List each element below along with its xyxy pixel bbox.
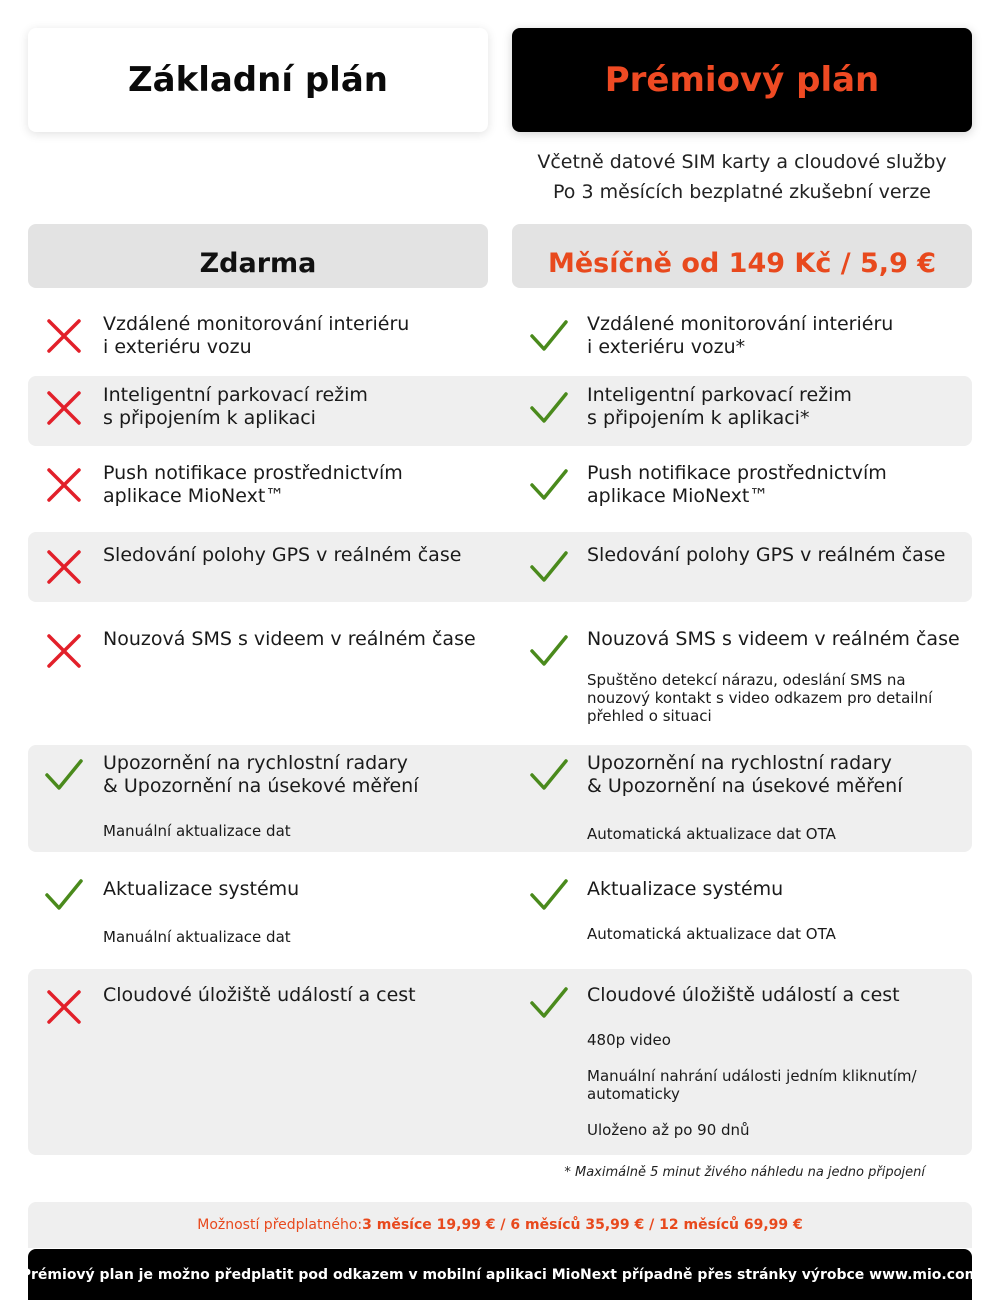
note-line: Manuální nahrání události jedním kliknutím/ xyxy=(587,1067,917,1085)
feature-text xyxy=(103,752,419,798)
cross-icon xyxy=(44,465,84,505)
feature-note: 480p video xyxy=(587,1031,671,1049)
feature-line: Vzdálené monitorování interiéru xyxy=(103,313,410,335)
cross-icon xyxy=(44,388,84,428)
feature-text xyxy=(587,384,852,430)
feature-note: Manuální aktualizace dat xyxy=(103,928,291,946)
check-icon xyxy=(529,388,569,428)
manufacturer-link[interactable]: www.mio.com xyxy=(869,1266,980,1283)
bottom-bar-text xyxy=(21,1267,979,1283)
feature-line: Vzdálené monitorování interiéru xyxy=(587,313,894,335)
feature-line: i exteriéru vozu* xyxy=(587,336,746,358)
note-line: přehled o situaci xyxy=(587,707,712,725)
note-line: Spuštěno detekcí nárazu, odeslání SMS na xyxy=(587,671,906,689)
feature-text: Sledování polohy GPS v reálném čase xyxy=(103,544,462,566)
bottom-bar-message: Prémiový plan je možno předplatit pod odkazem v mobilní aplikaci MioNext případně přes stránky výrobce xyxy=(20,1266,870,1283)
feature-line: & Upozornění na úsekové měření xyxy=(103,775,419,797)
feature-line: Inteligentní parkovací režim xyxy=(103,384,368,406)
premium-plan-header xyxy=(512,28,972,132)
premium-subtitle-2: Po 3 měsících bezplatné zkušební verze xyxy=(553,181,931,203)
check-icon xyxy=(529,547,569,587)
note-line: automaticky xyxy=(587,1085,680,1103)
premium-subtitle-1: Včetně datové SIM karty a cloudové služby xyxy=(537,151,947,173)
feature-note: Automatická aktualizace dat OTA xyxy=(587,925,836,943)
cross-icon xyxy=(44,631,84,671)
feature-line: Push notifikace prostřednictvím xyxy=(103,462,403,484)
feature-line: s připojením k aplikaci xyxy=(103,407,316,429)
footnote: * Maximálně 5 minut živého náhledu na jedno připojení xyxy=(564,1165,925,1180)
feature-note: Uloženo až po 90 dnů xyxy=(587,1121,750,1139)
feature-text: Nouzová SMS s videem v reálném čase xyxy=(587,628,960,650)
feature-text: Aktualizace systému xyxy=(103,878,300,900)
feature-text: Sledování polohy GPS v reálném čase xyxy=(587,544,946,566)
check-icon xyxy=(529,465,569,505)
feature-line: s připojením k aplikaci* xyxy=(587,407,810,429)
feature-text xyxy=(103,313,409,359)
cross-icon xyxy=(44,547,84,587)
feature-note: Automatická aktualizace dat OTA xyxy=(587,825,836,843)
check-icon xyxy=(529,631,569,671)
feature-text: Nouzová SMS s videem v reálném čase xyxy=(103,628,476,650)
premium-price: Měsíčně od 149 Kč / 5,9 € xyxy=(547,247,937,279)
feature-text xyxy=(587,313,893,359)
feature-line: Upozornění na rychlostní radary xyxy=(587,752,892,774)
basic-price-box xyxy=(28,224,488,288)
feature-note xyxy=(587,671,932,725)
feature-line: i exteriéru vozu xyxy=(103,336,252,358)
feature-text: Aktualizace systému xyxy=(587,878,784,900)
subscription-label: Možností předplatného: xyxy=(197,1217,363,1233)
row-background xyxy=(28,532,972,602)
feature-text xyxy=(587,462,887,508)
feature-line: aplikace MioNext™ xyxy=(587,485,769,507)
subscription-bar xyxy=(28,1202,972,1248)
check-icon xyxy=(529,316,569,356)
subscription-options: 3 měsíce 19,99 € / 6 měsíců 35,99 € / 12 měsíců 69,99 € xyxy=(362,1217,803,1233)
bottom-bar xyxy=(20,1249,980,1300)
cross-icon xyxy=(44,316,84,356)
feature-note xyxy=(587,1067,917,1103)
feature-text: Cloudové úložiště událostí a cest xyxy=(587,984,900,1006)
feature-line: aplikace MioNext™ xyxy=(103,485,285,507)
feature-note: Manuální aktualizace dat xyxy=(103,822,291,840)
basic-plan-title: Základní plán xyxy=(128,60,388,100)
feature-line: Push notifikace prostřednictvím xyxy=(587,462,887,484)
feature-text xyxy=(103,384,368,430)
check-icon xyxy=(44,875,84,915)
check-icon xyxy=(44,755,84,795)
feature-line: Upozornění na rychlostní radary xyxy=(103,752,408,774)
basic-plan-header xyxy=(28,28,488,132)
check-icon xyxy=(529,875,569,915)
premium-price-box xyxy=(512,224,972,288)
feature-text: Cloudové úložiště událostí a cest xyxy=(103,984,416,1006)
note-line: nouzový kontakt s video odkazem pro detailní xyxy=(587,689,933,707)
feature-line: & Upozornění na úsekové měření xyxy=(587,775,903,797)
basic-price: Zdarma xyxy=(199,247,317,279)
check-icon xyxy=(529,983,569,1023)
cross-icon xyxy=(44,987,84,1027)
feature-text xyxy=(587,752,903,798)
check-icon xyxy=(529,755,569,795)
feature-text xyxy=(103,462,403,508)
premium-plan-title: Prémiový plán xyxy=(604,60,880,100)
feature-line: Inteligentní parkovací režim xyxy=(587,384,852,406)
